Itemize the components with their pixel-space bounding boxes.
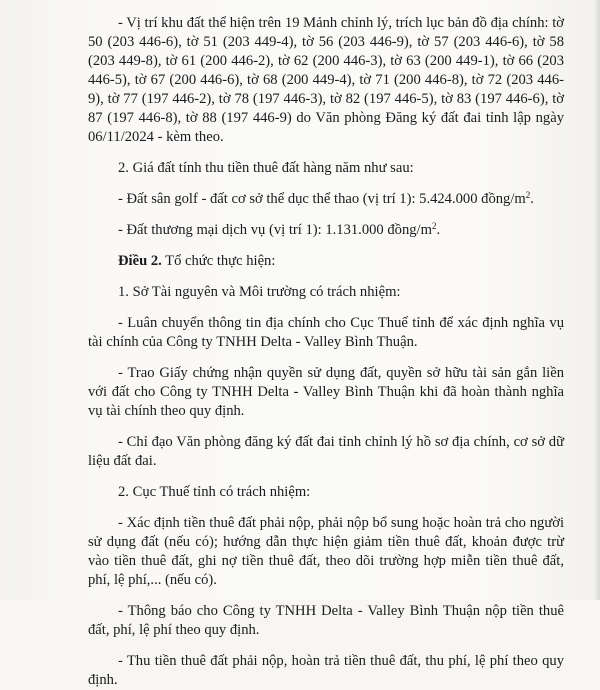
commercial-land-price-item [88, 221, 564, 240]
land-price-heading: 2. Giá đất tính thu tiền thuê đất hàng năm như sau: [118, 160, 414, 176]
rent-determination-item: - Xác định tiền thuê đất phải nộp, phải nộp bổ sung hoặc hoàn trả cho người sử dụng đất (nếu có); hướng dẫn thực hiện giảm tiền thuê đất, khoản được trừ vào tiền thuê đất, ghi nợ tiền thuê đất, theo dõi trường hợp miễn tiền thuê đất, phí, lệ phí,... (nếu có). [88, 515, 564, 588]
tax-department-heading: 2. Cục Thuế tỉnh có trách nhiệm: [118, 484, 311, 500]
commercial-land-price-superscript: 2 [431, 221, 437, 231]
golf-land-price-text: - Đất sân golf - đất cơ sở thể dục thể thao (vị trí 1): 5.424.000 đồng/m [118, 191, 526, 207]
certificate-delivery-item: - Trao Giấy chứng nhận quyền sử dụng đất, quyền sở hữu tài sản gắn liền với đất cho Công ty TNHH Delta - Valley Bình Thuận khi đã hoàn thành nghĩa vụ tài chính theo quy định. [88, 365, 564, 419]
golf-land-price-superscript: 2 [525, 190, 531, 200]
cadastral-info-transfer-item: - Luân chuyển thông tin địa chính cho Cục Thuế tỉnh để xác định nghĩa vụ tài chính của Công ty TNHH Delta - Valley Bình Thuận. [88, 315, 564, 350]
land-location-paragraph: - Vị trí khu đất thể hiện trên 19 Mảnh chỉnh lý, trích lục bản đồ địa chính: tờ 50 (203 446-6), tờ 51 (203 449-4), tờ 56 (203 446-9), tờ 57 (203 446-6), tờ 58 (203 449-8), tờ 61 (200 446-2), tờ 62 (200 446-3), tờ 63 (200 449-1), tờ 66 (203 446-5), tờ 67 (200 446-6), tờ 68 (200 449-4), tờ 71 (200 446-8), tờ 72 (203 446-9), tờ 77 (197 446-2), tờ 78 (197 446-3), tờ 82 (197 446-5), tờ 83 (197 446-6), tờ 87 (197 446-8), tờ 88 (197 446-9) do Văn phòng Đăng ký đất đai tỉnh lập ngày 06/11/2024 - kèm theo. [88, 15, 564, 145]
article-2-title: Tổ chức thực hiện: [161, 253, 276, 269]
article-2-label: Điều 2. [118, 253, 162, 269]
article-2-heading [88, 252, 564, 271]
commercial-land-price-text: - Đất thương mại dịch vụ (vị trí 1): 1.131.000 đồng/m [118, 222, 432, 238]
cadastral-record-update-item: - Chỉ đạo Văn phòng đăng ký đất đai tỉnh chỉnh lý hồ sơ địa chính, cơ sở dữ liệu đất đai. [88, 434, 564, 469]
golf-land-price-end: . [530, 191, 534, 207]
page-edge-shadow [594, 0, 600, 600]
payment-notice-item: - Thông báo cho Công ty TNHH Delta - Valley Bình Thuận nộp tiền thuê đất, phí, lệ phí theo quy định. [88, 603, 564, 638]
golf-land-price-item [88, 190, 564, 209]
rent-collection-item: - Thu tiền thuê đất phải nộp, hoàn trả tiền thuê đất, thu phí, lệ phí theo quy định. [88, 653, 564, 688]
commercial-land-price-end: . [436, 222, 441, 238]
document-body [88, 14, 564, 690]
department-responsibility-heading: 1. Sở Tài nguyên và Môi trường có trách nhiệm: [118, 284, 401, 300]
